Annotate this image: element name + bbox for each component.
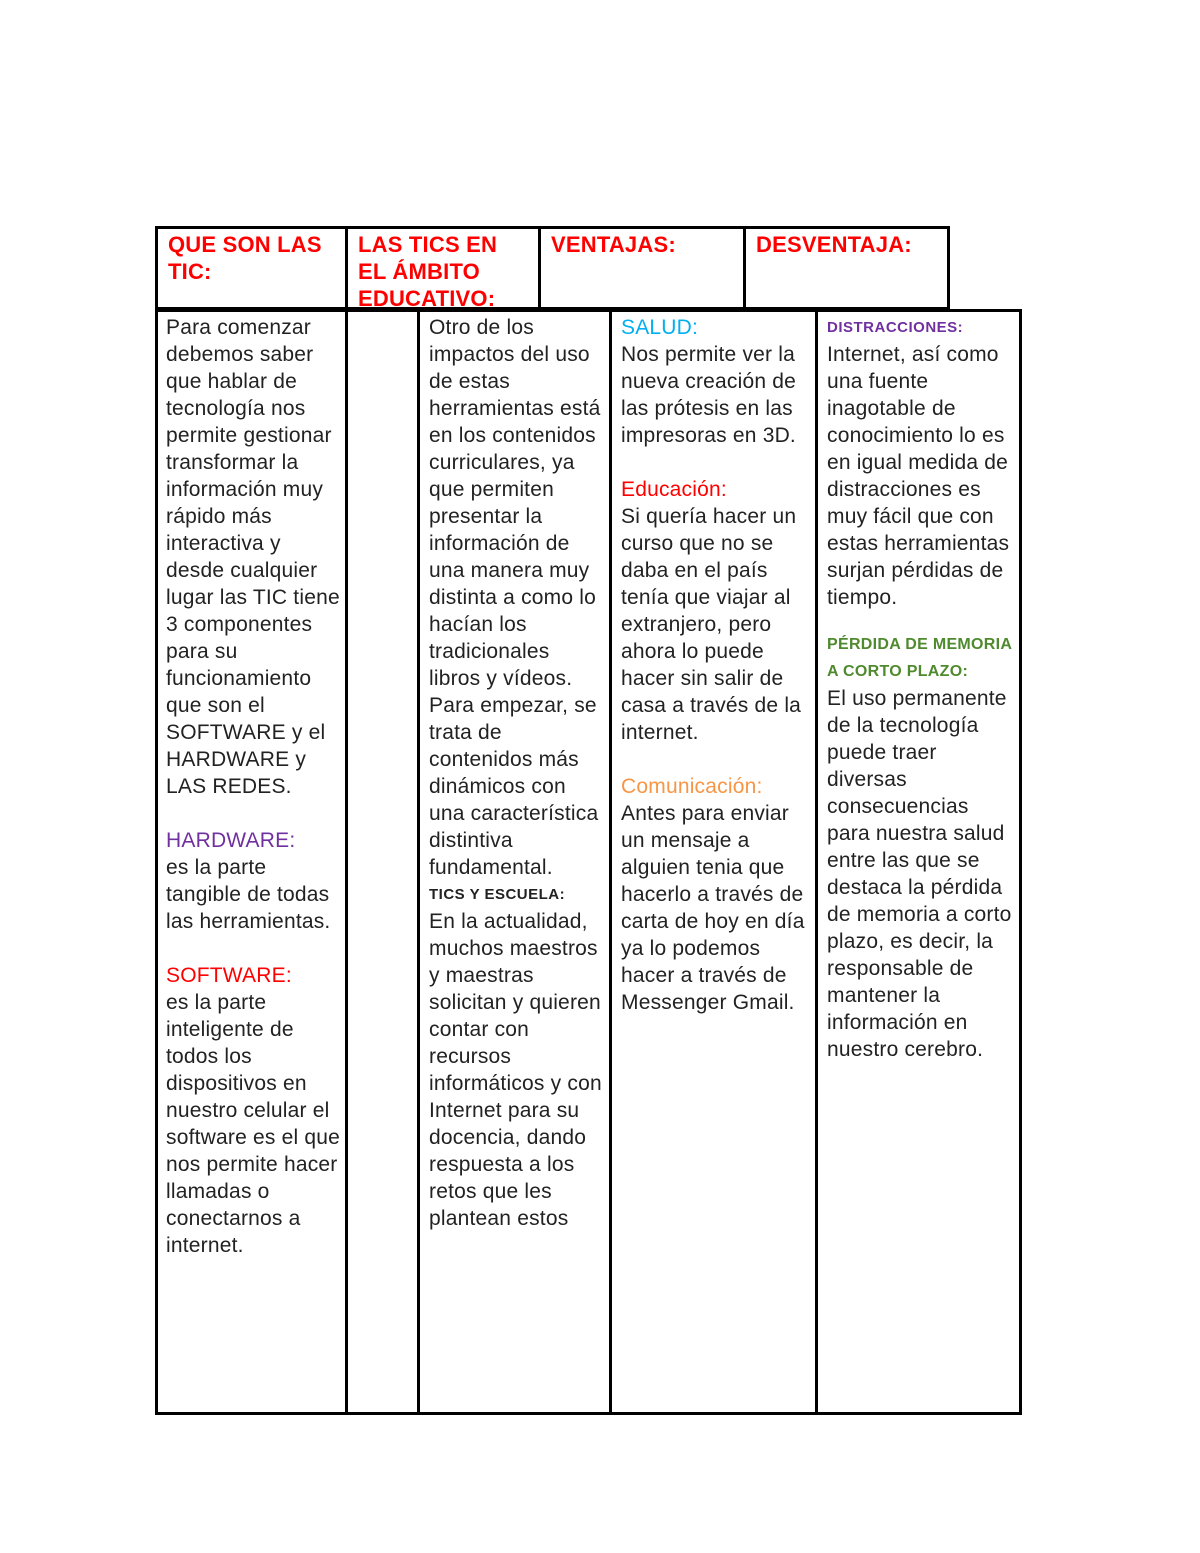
cell-ventajas [621, 314, 813, 1016]
header-ventajas: VENTAJAS: [551, 232, 676, 257]
comunicacion-title: Comunicación: [621, 775, 763, 798]
header-cell-ambito [348, 229, 541, 311]
software-title: SOFTWARE: [166, 964, 292, 987]
cell-desventaja [827, 314, 1017, 1063]
comunicacion-text: Antes para enviar un mensaje a alguien tenia que hacerlo a través de carta de hoy en día ya lo podemos hacer a través de Messenger Gmail. [621, 802, 805, 1014]
distracciones-title: DISTRACCIONES: [827, 319, 964, 336]
intro-text: Para comenzar debemos saber que hablar de tecnología nos permite gestionar transformar la información muy rápido más interactiva y desde cualquier lugar las TIC tiene 3 componentes para su funcionamiento que son el SOFTWARE y el HARDWARE y LAS REDES. [166, 316, 340, 798]
distracciones-text: Internet, así como una fuente inagotable de conocimiento lo es en igual medida de distracciones es muy fácil que con estas herramientas surjan pérdidas de tiempo. [827, 343, 1010, 609]
memoria-text: El uso permanente de la tecnología puede traer diversas consecuencias para nuestra salud entre las que se destaca la pérdida de memoria a corto plazo, es decir, la responsable de mantener la información en nuestro cerebro. [827, 687, 1012, 1061]
header-cell-desventaja [746, 229, 950, 307]
tics-escuela-title: TICS Y ESCUELA: [429, 886, 566, 903]
header-cell-ventajas [541, 229, 746, 307]
software-text: es la parte inteligente de todos los dispositivos en nuestro celular el software es el que nos permite hacer llamadas o conectarnos a internet. [166, 991, 341, 1257]
table-header-row [155, 226, 950, 310]
educacion-text: Si quería hacer un curso que no se daba en el país tenía que viajar al extranjero, pero ahora lo puede hacer sin salir de casa a través de la internet. [621, 505, 802, 744]
salud-text: Nos permite ver la nueva creación de las prótesis en las impresoras en 3D. [621, 343, 797, 447]
column-divider [609, 312, 612, 1412]
tics-escuela-text: En la actualidad, muchos maestros y maestras solicitan y quieren contar con recursos informáticos y con Internet para su docencia, dando respuesta a los retos que les plantean estos [429, 910, 602, 1230]
educacion-title: Educación: [621, 478, 727, 501]
table-body-row [155, 309, 1022, 1415]
header-tics-ambito-educativo: LAS TICS EN EL ÁMBITO EDUCATIVO: [358, 232, 498, 311]
memoria-title: PÉRDIDA DE MEMORIA A CORTO PLAZO: [827, 636, 1012, 680]
header-que-son-las-tic: QUE SON LAS TIC: [168, 232, 322, 284]
hardware-text: es la parte tangible de todas las herramientas. [166, 856, 331, 933]
salud-title: SALUD: [621, 316, 699, 339]
cell-tics-ambito [429, 314, 605, 1232]
header-desventaja: DESVENTAJA: [756, 232, 912, 257]
hardware-title: HARDWARE: [166, 829, 296, 852]
ambito-text: Otro de los impactos del uso de estas herramientas está en los contenidos curriculares, ya que permiten presentar la información de una manera muy distinta a como lo hacían los tradicionales libros y vídeos. Para empezar, se trata de contenidos más dinámicos con una característica distintiva fundamental. [429, 316, 601, 879]
cell-que-son-las-tic [166, 314, 341, 1259]
header-cell-que-son [158, 229, 348, 307]
column-divider [345, 312, 348, 1412]
column-divider [417, 312, 420, 1412]
column-divider [815, 312, 818, 1412]
